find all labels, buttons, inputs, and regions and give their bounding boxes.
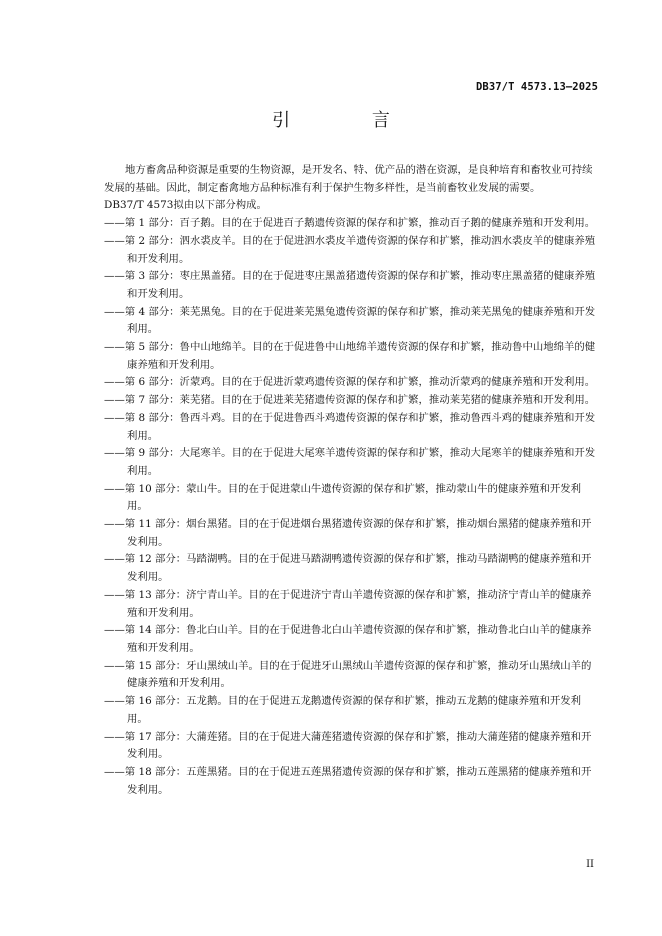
list-item: ——第 11 部分：烟台黑猪。目的在于促进烟台黑猪遗传资源的保存和扩繁，推动烟台黑猪的健康养殖和开发利用。 [104,518,592,548]
page-title: 引 言 [272,110,428,131]
intro-paragraph: 地方畜禽品种资源是重要的生物资源，是开发名、特、优产品的潜在资源，是良种培育和畜牧业可持续发展的基础。因此，制定畜禽地方品种标准有利于保护生物多样性，是当前畜牧业发展的需要。 [104,164,593,194]
list-item: ——第 5 部分：鲁中山地绵羊。目的在于促进鲁中山地绵羊遗传资源的保存和扩繁，推动鲁中山地绵羊的健康养殖和开发利用。 [104,341,596,371]
list-item: ——第 10 部分：蒙山牛。目的在于促进蒙山牛遗传资源的保存和扩繁，推动蒙山牛的健康养殖和开发利用。 [104,482,582,513]
list-item: ——第 9 部分：大尾寒羊。目的在于促进大尾寒羊遗传资源的保存和扩繁，推动大尾寒羊的健康养殖和开发利用。 [104,447,596,477]
list-item: ——第 4 部分：莱芜黑兔。目的在于促进莱芜黑兔遗传资源的保存和扩繁，推动莱芜黑兔的健康养殖和开发利用。 [104,305,596,336]
list-item: ——第 16 部分：五龙鹅。目的在于促进五龙鹅遗传资源的保存和扩繁，推动五龙鹅的健康养殖和开发利用。 [104,695,582,725]
list-item: ——第 6 部分：沂蒙鸡。目的在于促进沂蒙鸡遗传资源的保存和扩繁，推动沂蒙鸡的健康养殖和开发利用。 [104,376,596,389]
list-item: ——第 2 部分：泗水裘皮羊。目的在于促进泗水裘皮羊遗传资源的保存和扩繁，推动泗水裘皮羊的健康养殖和开发利用。 [104,234,596,265]
page-number: II [586,859,594,870]
list-item: ——第 13 部分：济宁青山羊。目的在于促进济宁青山羊遗传资源的保存和扩繁，推动济宁青山羊的健康养殖和开发利用。 [104,588,592,619]
list-item: ——第 3 部分：枣庄黑盖猪。目的在于促进枣庄黑盖猪遗传资源的保存和扩繁，推动枣庄黑盖猪的健康养殖和开发利用。 [104,270,596,300]
list-item: ——第 17 部分：大蒲莲猪。目的在于促进大蒲莲猪遗传资源的保存和扩繁，推动大蒲莲猪的健康养殖和开发利用。 [104,730,592,761]
document-code: DB37/T 4573.13—2025 [475,81,598,93]
list-item: ——第 18 部分：五莲黑猪。目的在于促进五莲黑猪遗传资源的保存和扩繁，推动五莲黑猪的健康养殖和开发利用。 [104,765,592,796]
list-item: ——第 15 部分：牙山黑绒山羊。目的在于促进牙山黑绒山羊遗传资源的保存和扩繁，推动牙山黑绒山羊的健康养殖和开发利用。 [104,659,592,690]
list-item: ——第 14 部分：鲁北白山羊。目的在于促进鲁北白山羊遗传资源的保存和扩繁，推动鲁北白山羊的健康养殖和开发利用。 [104,624,592,654]
list-item: ——第 7 部分：莱芜猪。目的在于促进莱芜猪遗传资源的保存和扩繁，推动莱芜猪的健康养殖和开发利用。 [104,394,596,407]
list-item: ——第 12 部分：马踏湖鸭。目的在于促进马踏湖鸭遗传资源的保存和扩繁，推动马踏湖鸭的健康养殖和开发利用。 [104,553,592,584]
list-item: ——第 8 部分：鲁西斗鸡。目的在于促进鲁西斗鸡遗传资源的保存和扩繁，推动鲁西斗鸡的健康养殖和开发利用。 [104,411,596,442]
body-content [104,162,600,799]
parts-list [104,215,600,799]
list-item: ——第 1 部分：百子鹅。目的在于促进百子鹅遗传资源的保存和扩繁，推动百子鹅的健康养殖和开发利用。 [104,217,596,230]
structure-line: DB37/T 4573拟由以下部分构成。 [104,199,267,212]
